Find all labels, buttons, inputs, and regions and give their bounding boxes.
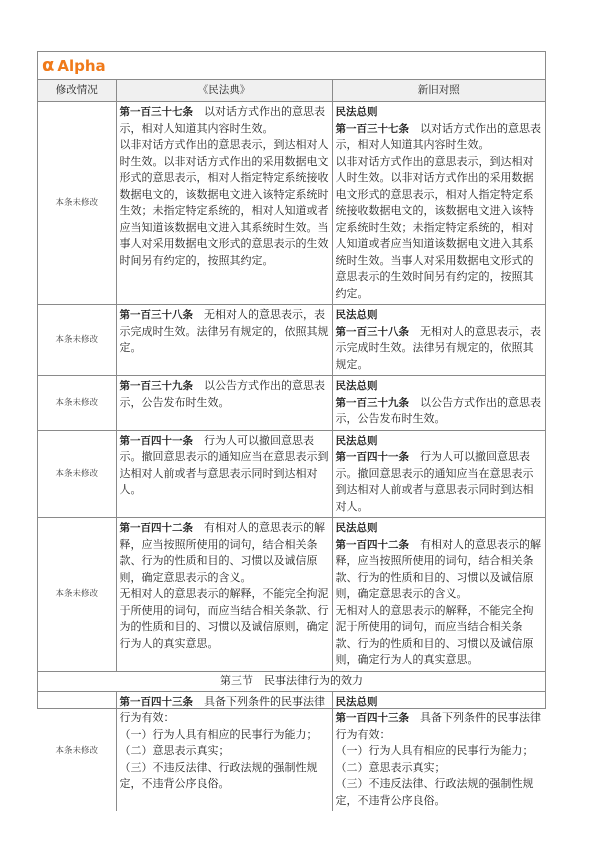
article-paragraph: 第一百三十八条 无相对人的意思表示，表示完成时生效。法律另有规定的，依照其规定。 xyxy=(335,324,541,371)
alpha-logo-icon: α xyxy=(42,54,55,76)
table-header-row xyxy=(38,80,545,102)
article-number: 第一百三十八条 xyxy=(335,325,409,338)
brand-bar xyxy=(38,52,545,80)
comparison-document xyxy=(37,51,546,807)
article-paragraph: 第一百四十三条 具备下列条件的民事法律行为有效： xyxy=(335,711,541,741)
article-number: 第一百四十三条 xyxy=(335,712,409,724)
article-paragraph: 第一百三十七条 以对话方式作出的意思表示，相对人知道其内容时生效。 xyxy=(119,105,325,135)
comparison-cell xyxy=(332,518,545,672)
civil-code-cell xyxy=(116,102,332,305)
comparison-cell xyxy=(332,305,545,376)
compare-source-label: 民法总则 xyxy=(335,695,378,708)
comparison-cell xyxy=(332,691,545,811)
article-paragraph: 第一百四十三条 具备下列条件的民事法律行为有效： xyxy=(119,694,325,724)
article-number: 第一百四十二条 xyxy=(119,522,193,534)
table-row xyxy=(38,376,545,431)
status-cell: 本条未修改 xyxy=(38,102,116,305)
article-paragraph: （三）不违反法律、行政法规的强制性规定，不违背公序良俗。 xyxy=(119,760,318,790)
civil-code-cell xyxy=(116,430,332,518)
article-paragraph: 以非对话方式作出的意思表示，到达相对人时生效。以非对话方式作出的采用数据电文形式的意思表示，相对人指定特定系统接收数据电文的，该数据电文进入该特定系统时生效；未指定特定系统的，相对人知道或者应当知道该数据电文进入其系统时生效。当事人对采用数据电文形式的意思表示的生效时间另有约定的，按照其约定。 xyxy=(335,154,534,300)
table-row xyxy=(38,430,545,518)
comparison-table xyxy=(38,80,545,811)
article-paragraph: （一）行为人具有相应的民事行为能力； xyxy=(335,744,534,757)
section-heading-row xyxy=(38,671,545,691)
table-body xyxy=(38,102,545,812)
compare-source-label: 民法总则 xyxy=(335,106,378,118)
civil-code-cell xyxy=(116,691,332,811)
article-number: 第一百三十七条 xyxy=(335,122,409,135)
article-number: 第一百四十一条 xyxy=(119,434,193,447)
article-paragraph: 第一百四十一条 行为人可以撤回意思表示。撤回意思表示的通知应当在意思表示到达相对人前或者与意思表示同时到达相对人。 xyxy=(119,433,329,496)
article-paragraph: （二）意思表示真实； xyxy=(119,744,230,757)
table-row xyxy=(38,691,545,811)
comparison-cell xyxy=(332,102,545,305)
compare-source-label: 民法总则 xyxy=(335,380,378,392)
article-paragraph: 无相对人的意思表示的解释，不能完全拘泥于所使用的词句，而应当结合相关条款、行为的性质和目的、习惯以及诚信原则，确定行为人的真实意思。 xyxy=(335,603,534,666)
article-paragraph: 第一百三十八条 无相对人的意思表示，表示完成时生效。法律另有规定的，依照其规定。 xyxy=(119,308,329,354)
status-cell: 本条未修改 xyxy=(38,305,116,376)
article-number: 第一百三十七条 xyxy=(119,106,193,118)
article-paragraph: 无相对人的意思表示的解释，不能完全拘泥于所使用的词句，而应当结合相关条款、行为的性质和目的、习惯以及诚信原则，确定行为人的真实意思。 xyxy=(119,587,329,650)
civil-code-cell xyxy=(116,305,332,376)
compare-source-label: 民法总则 xyxy=(335,434,378,447)
article-paragraph: 第一百三十七条 以对话方式作出的意思表示，相对人知道其内容时生效。 xyxy=(335,121,541,151)
comparison-cell xyxy=(332,430,545,518)
header-civil-code: 《民法典》 xyxy=(116,80,332,102)
header-status: 修改情况 xyxy=(38,80,116,102)
civil-code-cell xyxy=(116,518,332,672)
article-paragraph: 第一百四十一条 行为人可以撤回意思表示。撤回意思表示的通知应当在意思表示到达相对人前或者与意思表示同时到达相对人。 xyxy=(335,450,534,513)
alpha-logo-text: Alpha xyxy=(57,56,106,75)
article-paragraph: （一）行为人具有相应的民事行为能力； xyxy=(119,727,318,741)
comparison-cell xyxy=(332,376,545,431)
article-number: 第一百四十二条 xyxy=(335,538,409,551)
article-paragraph: 第一百四十二条 有相对人的意思表示的解释，应当按照所使用的词句，结合相关条款、行为的性质和目的、习惯以及诚信原则，确定意思表示的含义。 xyxy=(335,537,541,600)
table-row xyxy=(38,102,545,305)
article-paragraph: （二）意思表示真实； xyxy=(335,760,446,774)
header-comparison: 新旧对照 xyxy=(332,80,545,102)
table-row xyxy=(38,518,545,672)
article-paragraph: 以非对话方式作出的意思表示，到达相对人时生效。以非对话方式作出的采用数据电文形式的意思表示，相对人指定特定系统接收数据电文的，该数据电文进入该特定系统时生效；未指定特定系统的，相对人知道或者应当知道该数据电文进入其系统时生效。当事人对采用数据电文形式的意思表示的生效时间另有约定的，按照其约定。 xyxy=(119,138,329,267)
compare-source-label: 民法总则 xyxy=(335,309,378,321)
article-paragraph: 第一百三十九条 以公告方式作出的意思表示，公告发布时生效。 xyxy=(119,379,325,409)
article-paragraph: （三）不违反法律、行政法规的强制性规定，不违背公序良俗。 xyxy=(335,777,534,807)
article-paragraph: 第一百四十二条 有相对人的意思表示的解释，应当按照所使用的词句，结合相关条款、行为的性质和目的、习惯以及诚信原则，确定意思表示的含义。 xyxy=(119,521,325,584)
article-number: 第一百三十八条 xyxy=(119,309,193,321)
status-cell: 本条未修改 xyxy=(38,430,116,518)
article-number: 第一百四十三条 xyxy=(119,695,193,708)
status-cell: 本条未修改 xyxy=(38,376,116,431)
table-row xyxy=(38,305,545,376)
compare-source-label: 民法总则 xyxy=(335,522,378,534)
article-number: 第一百三十九条 xyxy=(335,396,409,409)
alpha-logo xyxy=(42,54,106,76)
article-paragraph: 第一百三十九条 以公告方式作出的意思表示，公告发布时生效。 xyxy=(335,395,541,425)
article-number: 第一百四十一条 xyxy=(335,451,409,463)
article-number: 第一百三十九条 xyxy=(119,380,193,392)
status-cell: 本条未修改 xyxy=(38,691,116,811)
section-heading: 第三节 民事法律行为的效力 xyxy=(38,671,545,691)
civil-code-cell xyxy=(116,376,332,431)
status-cell: 本条未修改 xyxy=(38,518,116,672)
